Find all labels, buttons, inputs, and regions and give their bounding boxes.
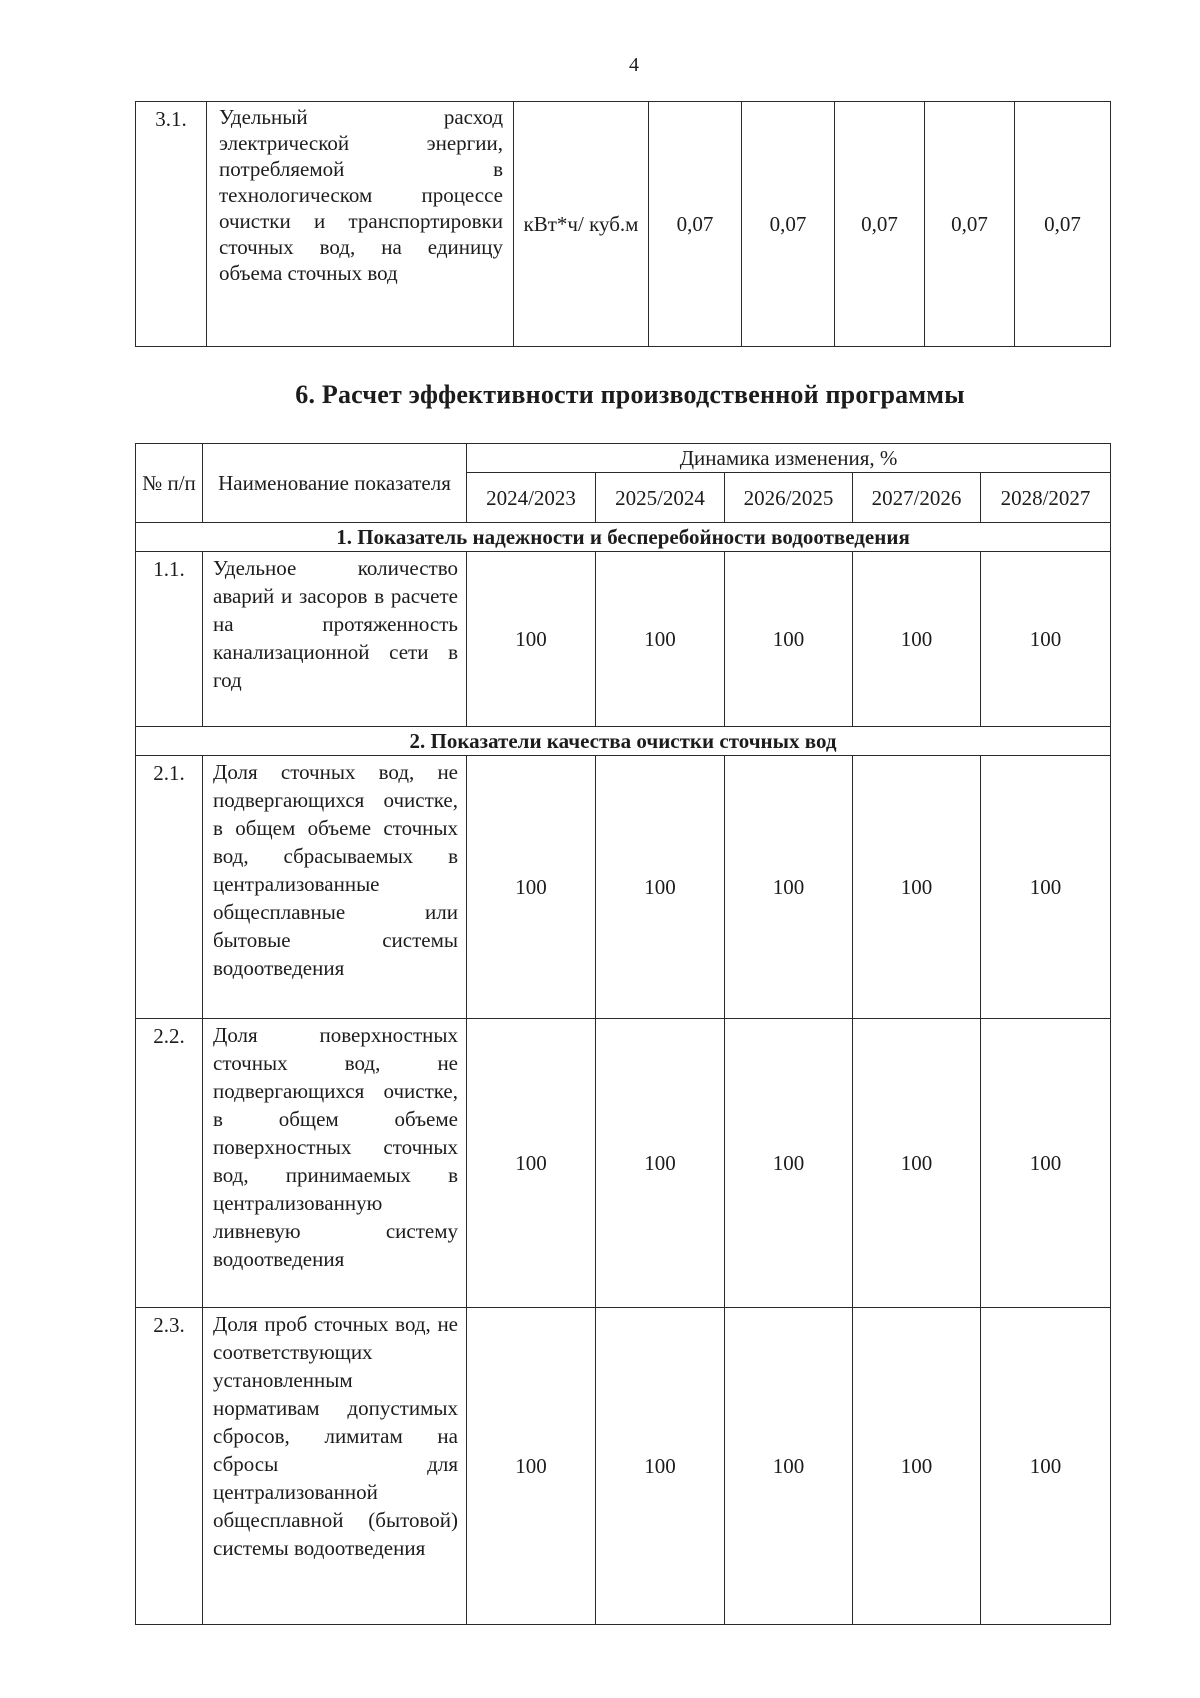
row-number: 2.1. <box>136 756 203 1019</box>
value-cell: 100 <box>467 1308 596 1625</box>
value-cell: 100 <box>467 552 596 727</box>
value-cell: 100 <box>596 1019 725 1308</box>
value-cell: 100 <box>981 756 1111 1019</box>
group-title: 1. Показатель надежности и бесперебойности водоотведения <box>136 523 1111 552</box>
value-cell: 100 <box>853 552 981 727</box>
value-cell: 100 <box>725 1308 853 1625</box>
row-number: 2.3. <box>136 1308 203 1625</box>
group-row <box>136 523 1111 552</box>
group-title: 2. Показатели качества очистки сточных вод <box>136 727 1111 756</box>
table-row <box>136 102 1111 347</box>
value-cell: 100 <box>725 756 853 1019</box>
page-number: 4 <box>629 54 639 76</box>
header-year: 2024/2023 <box>467 473 596 523</box>
header-dynamics: Динамика изменения, % <box>467 444 1111 473</box>
header-year: 2026/2025 <box>725 473 853 523</box>
value-cell: 100 <box>725 1019 853 1308</box>
row-name: Удельный расход электрической энергии, потребляемой в технологическом процессе очистки и транспортировки сточных вод, на единицу объема сточных вод <box>207 102 514 347</box>
row-name: Доля проб сточных вод, не соответствующих установленным нормативам допустимых сбросов, лимитам на сбросы для централизованной общесплавной (бытовой) системы водоотведения <box>203 1308 467 1625</box>
value-cell: 100 <box>981 1019 1111 1308</box>
value-cell: 100 <box>853 1308 981 1625</box>
group-row <box>136 727 1111 756</box>
row-number: 3.1. <box>136 102 207 347</box>
unit-cell: кВт*ч/ куб.м <box>514 102 649 347</box>
value-cell: 100 <box>981 552 1111 727</box>
header-year: 2028/2027 <box>981 473 1111 523</box>
value-cell: 100 <box>981 1308 1111 1625</box>
value-cell: 100 <box>596 1308 725 1625</box>
value-cell: 100 <box>467 756 596 1019</box>
table-row <box>136 552 1111 727</box>
value-cell: 0,07 <box>925 102 1015 347</box>
efficiency-table <box>135 443 1111 1625</box>
table-row <box>136 1019 1111 1308</box>
header-name: Наименование показателя <box>203 444 467 523</box>
value-cell: 100 <box>596 756 725 1019</box>
header-num: № п/п <box>136 444 203 523</box>
row-number: 1.1. <box>136 552 203 727</box>
header-row <box>136 444 1111 473</box>
value-cell: 100 <box>725 552 853 727</box>
header-year: 2027/2026 <box>853 473 981 523</box>
value-cell: 0,07 <box>649 102 742 347</box>
section-title: 6. Расчет эффективности производственной программы <box>295 380 965 409</box>
table-row <box>136 1308 1111 1625</box>
row-name: Удельное количество аварий и засоров в расчете на протяженность канализационной сети в год <box>203 552 467 727</box>
value-cell: 100 <box>853 756 981 1019</box>
header-year: 2025/2024 <box>596 473 725 523</box>
value-cell: 0,07 <box>742 102 835 347</box>
row-name: Доля сточных вод, не подвергающихся очистке, в общем объеме сточных вод, сбрасываемых в централизованные общесплавные или бытовые системы водоотведения <box>203 756 467 1019</box>
value-cell: 0,07 <box>1015 102 1111 347</box>
value-cell: 0,07 <box>835 102 925 347</box>
value-cell: 100 <box>467 1019 596 1308</box>
row-number: 2.2. <box>136 1019 203 1308</box>
row-name: Доля поверхностных сточных вод, не подвергающихся очистке, в общем объеме поверхностных сточных вод, принимаемых в централизованную ливневую систему водоотведения <box>203 1019 467 1308</box>
value-cell: 100 <box>596 552 725 727</box>
table-row <box>136 756 1111 1019</box>
continuation-table <box>135 101 1111 347</box>
value-cell: 100 <box>853 1019 981 1308</box>
